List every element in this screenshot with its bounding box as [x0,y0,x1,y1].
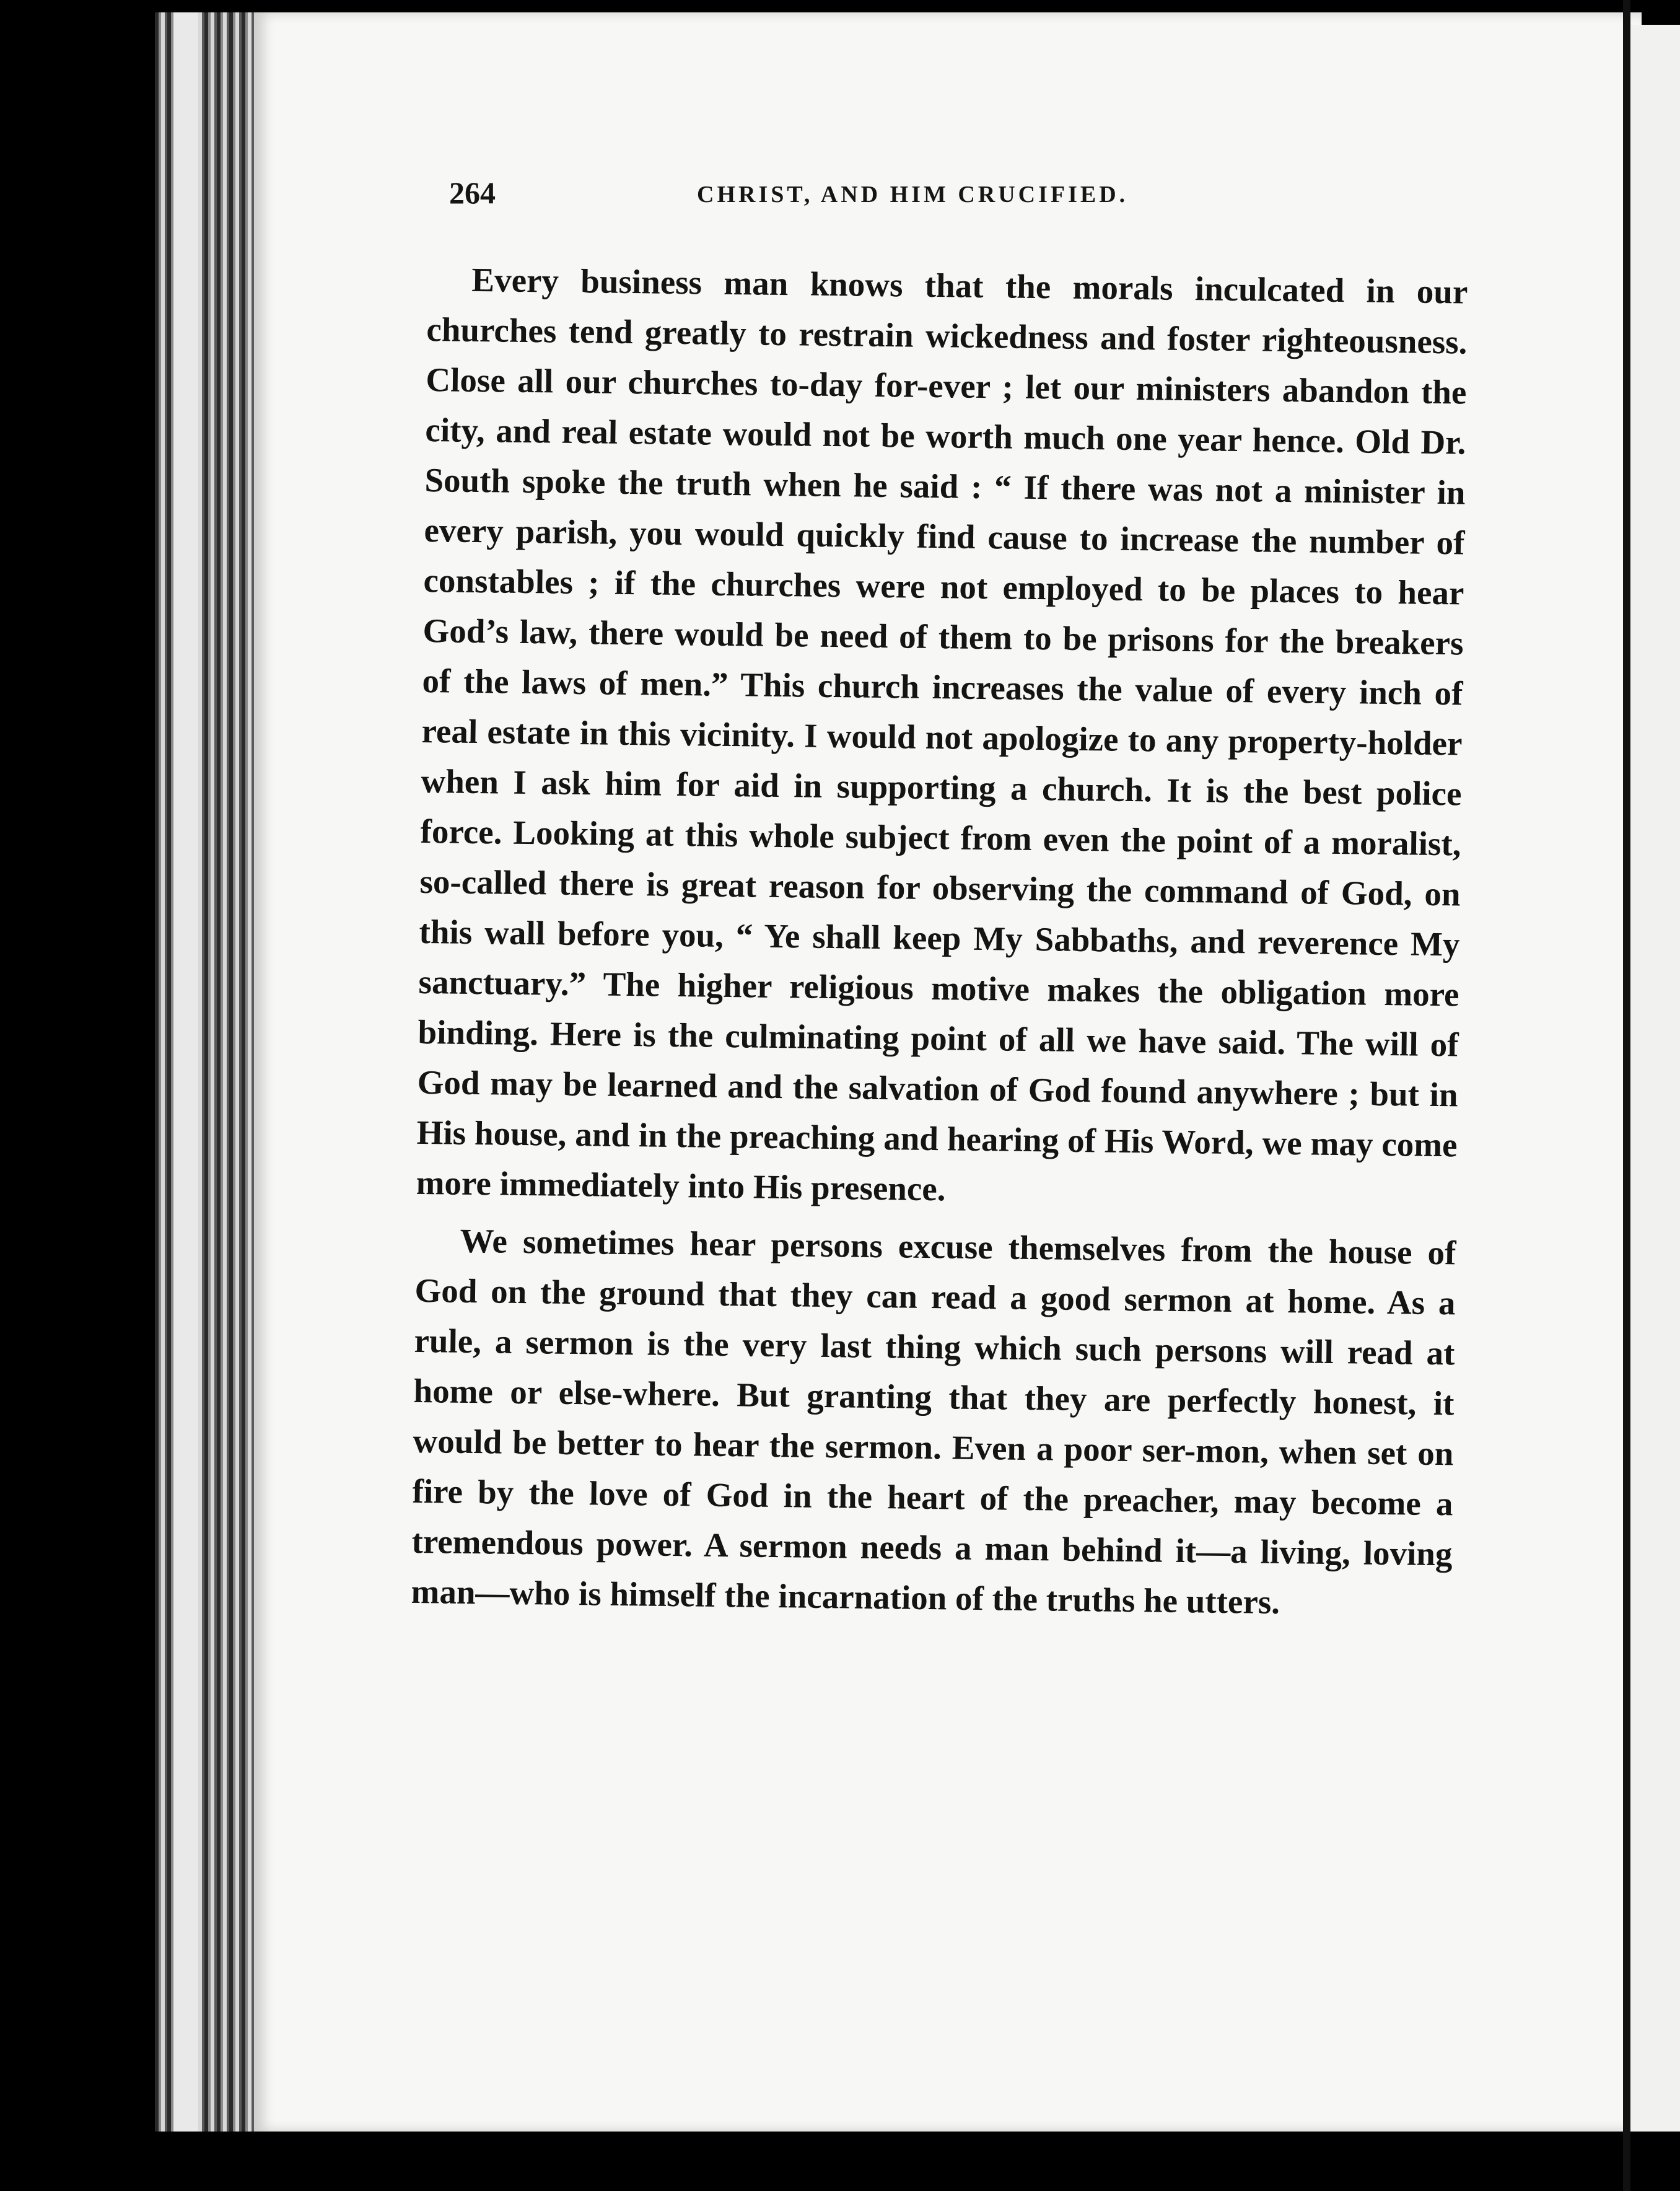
book-gutter [155,12,263,2132]
next-page-sliver [1630,25,1680,2132]
paragraph: We sometimes hear persons excuse themselves from the house of God on the ground that they can read a good sermon at home. As a rule, a sermon is the very last thing which such persons will read at home or else-where. But granting that they are perfectly honest, it would be better to hear the sermon. Even a poor ser-mon, when set on fire by the love of God in the heart of the preacher, may become a tremendous power. A sermon needs a man behind it—a living, loving man—who is himself the incarnation of the truths he utters. [411,1221,1456,1621]
paragraph: Every business man knows that the morals inculcated in our churches tend greatly to restrain wickedness and foster righteousness. Close all our churches to-day for-ever ; let our ministers abandon the city, and real estate would not be worth much one year hence. Old Dr. South spoke the truth when he said : “ If there was not a minister in every parish, you would quickly find cause to increase the number of constables ; if the churches were not employed to be places to hear God’s law, there would be need of them to be prisons for the breakers of the laws of men.” This church increases the value of every inch of real estate in this vicinity. I would not apologize to any property-holder when I ask him for aid in supporting a church. It is the best police force. Looking at this whole subject from even the point of a moralist, so-called there is great reason for observing the command of God, on this wall before you, “ Ye shall keep My Sabbaths, and reverence My sanctuary.” The higher religious motive makes the obligation more binding. Here is the culminating point of all we have said. The will of God may be learned and the salvation of God found anywhere ; but in His house, and in the preaching and hearing of His Word, we may come more immediately into His presence. [416,260,1468,1208]
page-header [449,175,1236,212]
body-text [411,254,1468,1629]
page-edge [1623,0,1630,2191]
page-number: 264 [449,175,496,210]
gutter-highlight [173,12,198,2132]
running-head: CHRIST, AND HIM CRUCIFIED. [697,182,1129,208]
